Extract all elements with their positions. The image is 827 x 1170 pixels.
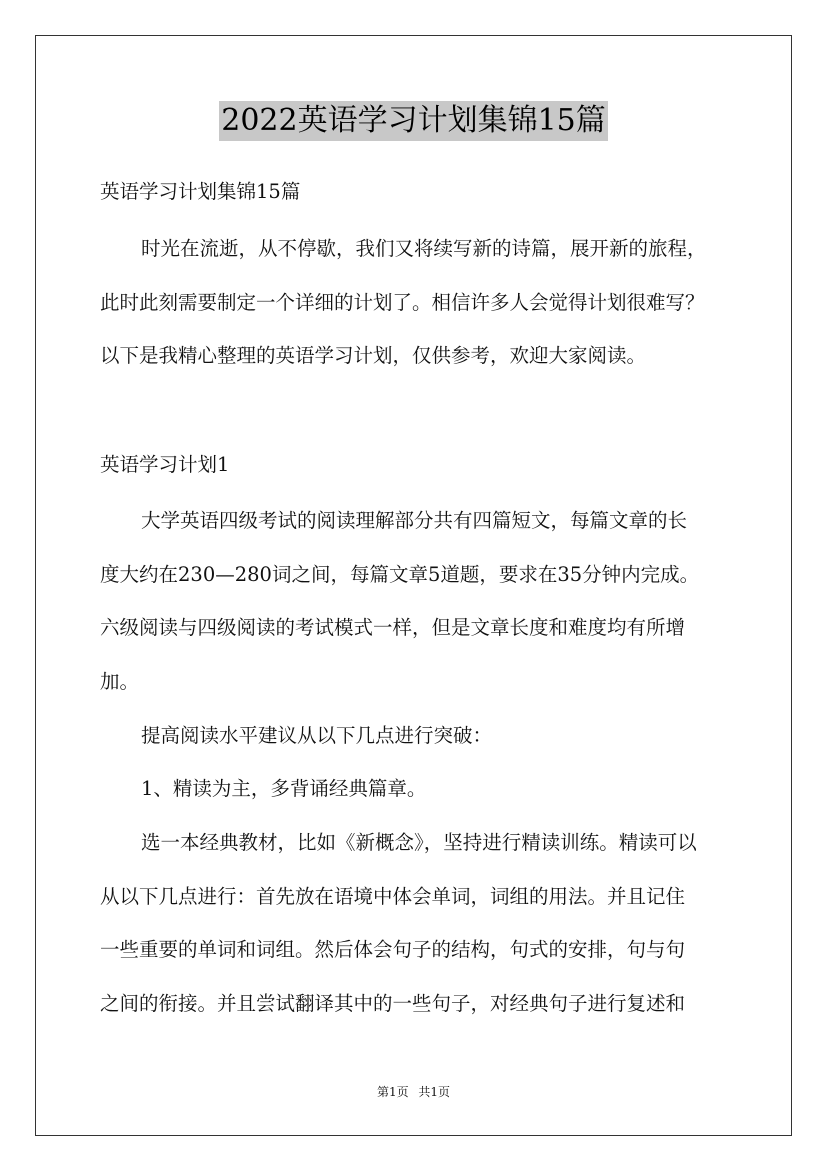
paragraph-line: 度大约在230—280词之间，每篇文章5道题，要求在35分钟内完成。 [100, 563, 700, 586]
paragraph-line: 一些重要的单词和词组。然后体会句子的结构，句式的安排，句与句 [100, 938, 686, 961]
paragraph-line: 时光在流逝，从不停歇，我们又将续写新的诗篇，展开新的旅程， [141, 237, 707, 260]
paragraph-line: 提高阅读水平建议从以下几点进行突破： [141, 724, 493, 747]
paragraph-line: 此时此刻需要制定一个详细的计划了。相信许多人会觉得计划很难写？ [100, 291, 705, 314]
section-heading: 英语学习计划1 [100, 453, 230, 476]
page-total: 共1页 [418, 1085, 451, 1099]
title-container [0, 101, 827, 141]
page-footer [0, 1084, 827, 1100]
page-number: 第1页 [376, 1085, 409, 1099]
paragraph-line: 加。 [100, 670, 140, 693]
document-title: 2022英语学习计划集锦15篇 [219, 101, 608, 141]
paragraph-line: 大学英语四级考试的阅读理解部分共有四篇短文，每篇文章的长 [141, 509, 688, 532]
paragraph-line: 以下是我精心整理的英语学习计划，仅供参考，欢迎大家阅读。 [100, 344, 647, 367]
paragraph-line: 从以下几点进行：首先放在语境中体会单词，词组的用法。并且记住 [100, 885, 686, 908]
paragraph-line: 之间的衔接。并且尝试翻译其中的一些句子，对经典句子进行复述和 [100, 992, 686, 1015]
list-item: 1、精读为主，多背诵经典篇章。 [141, 777, 427, 800]
document-subtitle: 英语学习计划集锦15篇 [100, 180, 301, 203]
paragraph-line: 六级阅读与四级阅读的考试模式一样，但是文章长度和难度均有所增 [100, 616, 686, 639]
paragraph-line: 选一本经典教材，比如《新概念》，坚持进行精读训练。精读可以 [141, 831, 697, 854]
